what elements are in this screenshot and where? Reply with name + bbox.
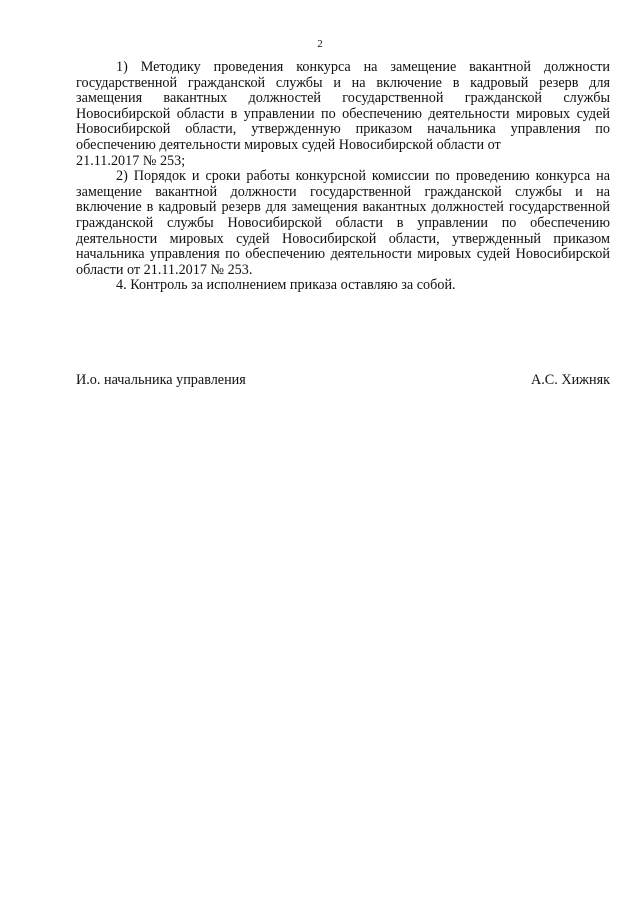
document-body (76, 60, 610, 294)
page-number: 2 (317, 38, 323, 50)
paragraph-item-4: 4. Контроль за исполнением приказа оставляю за собой. (116, 277, 456, 294)
signatory-position: И.о. начальника управления (76, 372, 246, 388)
paragraph-item-1: 1) Методику проведения конкурса на замещение вакантной должности государственной гражданской службы и на включение в кадровый резерв для замещения вакантных должностей государственной гражданской службы Новосибирской области в управлении по обеспечению деятельности мировых судей Новосибирской области, утвержденную приказом начальника управления по обеспечению деятельности мировых судей Новосибирской области от 21.11.2017 № 253; (76, 59, 610, 169)
paragraph-item-2: 2) Порядок и сроки работы конкурсной комиссии по проведению конкурса на замещение вакантной должности государственной гражданской службы и на включение в кадровый резерв для замещения вакантных должностей государственной гражданской службы Новосибирской области в управлении по обеспечению деятельности мировых судей Новосибирской области, утвержденный приказом начальника управления по обеспечению деятельности мировых судей Новосибирской области от 21.11.2017 № 253. (76, 168, 610, 278)
signature-block (76, 372, 610, 388)
signatory-name: А.С. Хижняк (530, 372, 610, 388)
